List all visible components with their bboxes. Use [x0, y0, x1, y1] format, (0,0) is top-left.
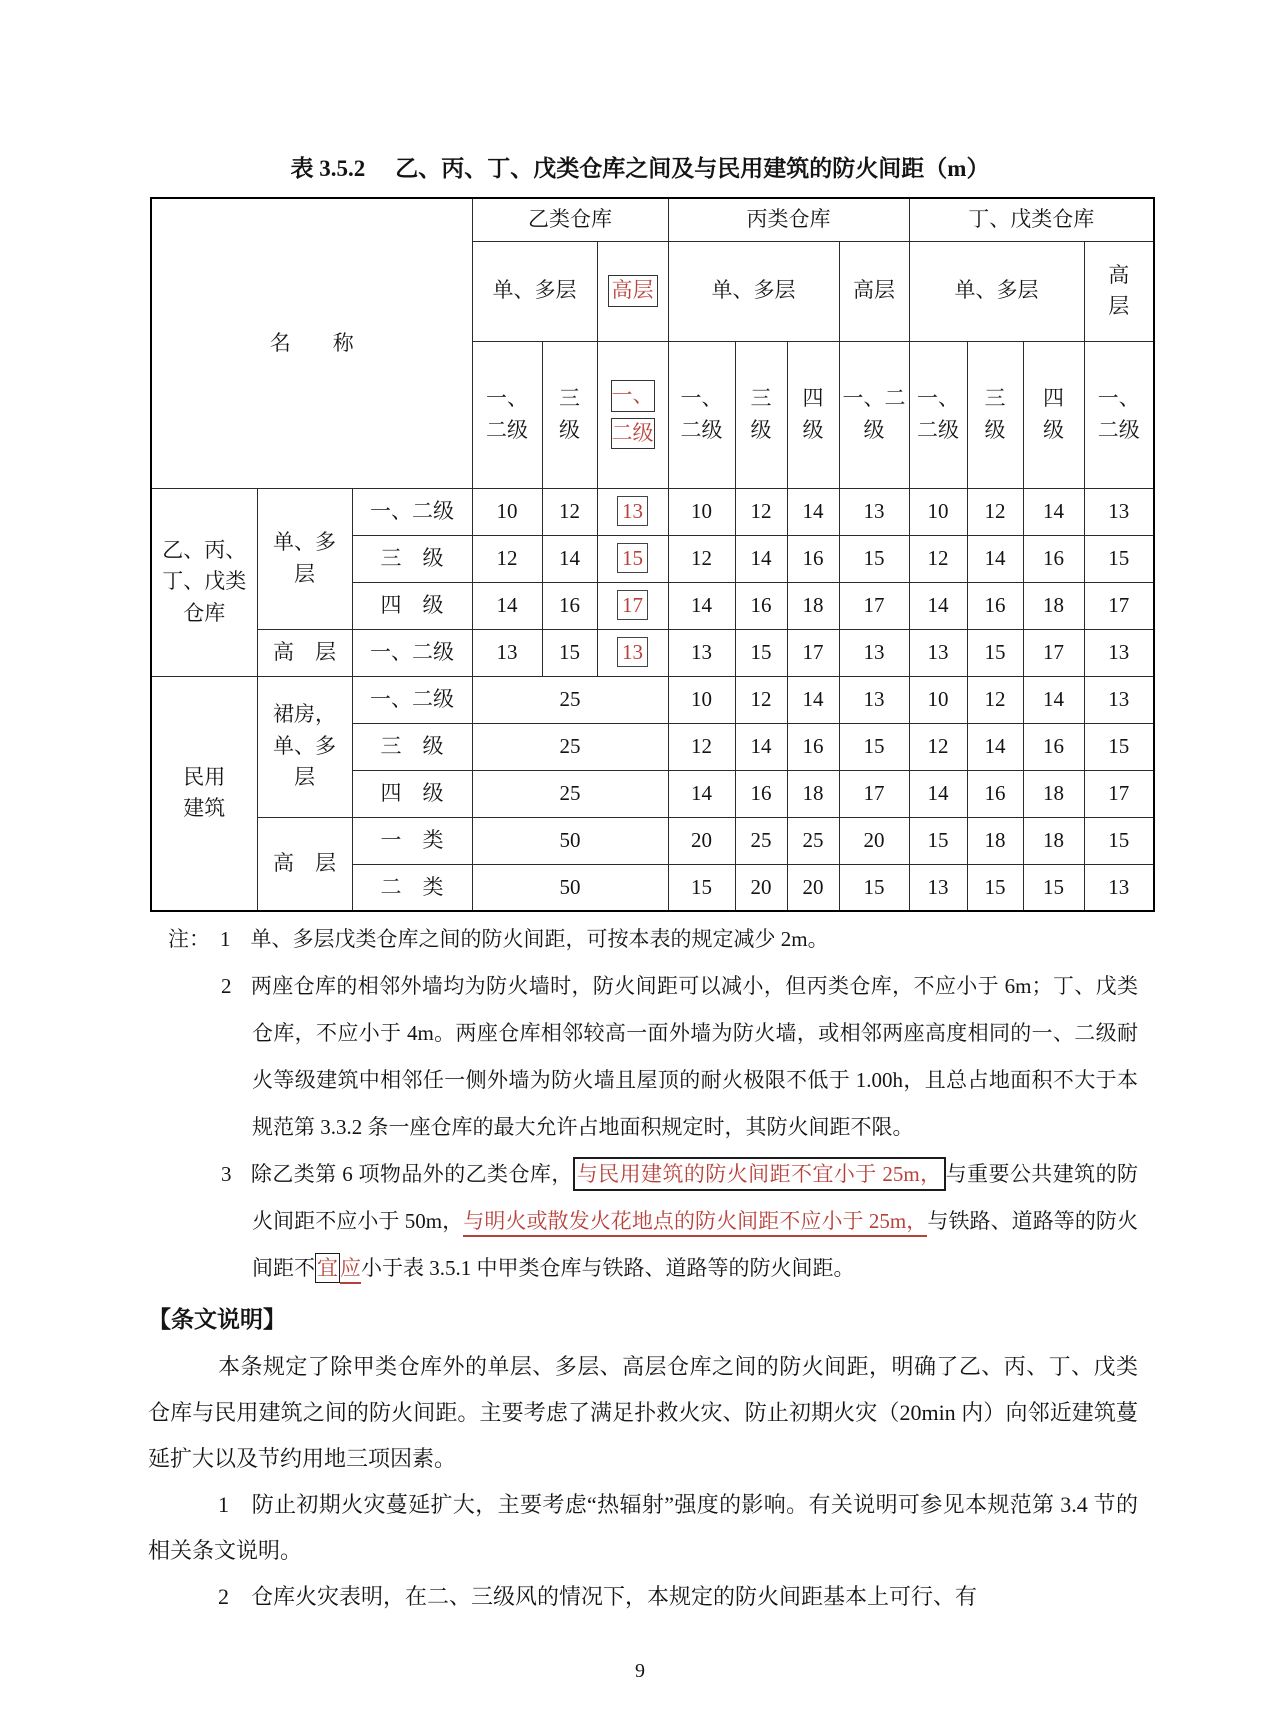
- distance-cell: 16: [967, 582, 1023, 629]
- row-sub-cell: 高 层: [257, 817, 352, 911]
- distance-cell: 15: [839, 864, 909, 911]
- row-class-cell: 二 类: [352, 864, 472, 911]
- distance-cell: 15: [668, 864, 735, 911]
- notes-label: 注：: [168, 927, 210, 951]
- distance-cell: 12: [909, 535, 967, 582]
- distance-cell: 13: [1084, 864, 1154, 911]
- revision-boxed-value: 15: [617, 543, 648, 573]
- header-level: [597, 341, 668, 488]
- distance-cell: 14: [787, 676, 839, 723]
- distance-cell: 10: [668, 676, 735, 723]
- revision-underlined-text: 与明火或散发火花地点的防火间距不应小于 25m，: [463, 1209, 927, 1237]
- note-2: [148, 963, 1138, 1151]
- commentary-paragraph: 2 仓库火灾表明，在二、三级风的情况下，本规定的防火间距基本上可行、有: [218, 1584, 978, 1609]
- distance-cell: 14: [472, 582, 542, 629]
- header-group-yi: 乙类仓库: [472, 198, 668, 241]
- note-text: 单、多层戊类仓库之间的防火间距，可按本表的规定减少 2m。: [250, 927, 829, 951]
- row-class-cell: 一 类: [352, 817, 472, 864]
- header-level: 一、二级: [1084, 341, 1154, 488]
- distance-cell: 16: [787, 535, 839, 582]
- distance-cell: 14: [967, 535, 1023, 582]
- distance-cell: 13: [909, 629, 967, 676]
- distance-cell: 17: [839, 582, 909, 629]
- distance-cell: 20: [787, 864, 839, 911]
- header-sub-bing-danduo: 单、多层: [668, 241, 839, 341]
- distance-cell: 17: [1084, 582, 1154, 629]
- commentary-paragraph: 本条规定了除甲类仓库外的单层、多层、高层仓库之间的防火间距，明确了乙、丙、丁、戊类仓库与民用建筑之间的防火间距。主要考虑了满足扑救火灾、防止初期火灾（20min 内）向邻近建筑蔓延扩大以及节约用地三项因素。: [148, 1354, 1138, 1471]
- note-number: 2: [221, 974, 232, 998]
- note-text: 与重要公共建筑的防火间距不应小于 50m，: [252, 1162, 1139, 1233]
- commentary-heading: 【条文说明】: [148, 1307, 286, 1332]
- distance-cell: 17: [839, 770, 909, 817]
- note-text: 与铁路、道路等的防火间距不: [252, 1209, 1138, 1280]
- row-sub-cell: 高 层: [257, 629, 352, 676]
- distance-cell: 15: [1084, 723, 1154, 770]
- header-sub-dingwu-danduo: 单、多层: [909, 241, 1084, 341]
- distance-cell: 16: [735, 770, 787, 817]
- distance-cell: 12: [472, 535, 542, 582]
- distance-cell: [597, 535, 668, 582]
- distance-cell: 14: [1023, 488, 1084, 535]
- distance-cell: 16: [542, 582, 597, 629]
- row-group-cell: 民用建筑: [151, 676, 257, 911]
- header-sub-bing-gaoceng: 高层: [839, 241, 909, 341]
- note-number: 1: [220, 927, 231, 951]
- distance-cell: 12: [967, 676, 1023, 723]
- header-level: 三 级: [542, 341, 597, 488]
- row-group-cell: 乙、丙、丁、戊类仓库: [151, 488, 257, 676]
- distance-cell: 13: [668, 629, 735, 676]
- header-group-dingwu: 丁、戊类仓库: [909, 198, 1154, 241]
- header-level: 一、二级: [668, 341, 735, 488]
- distance-cell: 13: [909, 864, 967, 911]
- distance-cell: 13: [1084, 676, 1154, 723]
- distance-cell: 12: [967, 488, 1023, 535]
- header-group-bing: 丙类仓库: [668, 198, 909, 241]
- note-1: [148, 916, 1138, 963]
- header-level: 一、二级: [472, 341, 542, 488]
- distance-cell: 13: [839, 488, 909, 535]
- revision-boxed-text: 高层: [608, 275, 658, 306]
- distance-cell: 14: [668, 582, 735, 629]
- header-level: 三 级: [967, 341, 1023, 488]
- distance-cell: 15: [967, 864, 1023, 911]
- distance-cell: 13: [1084, 488, 1154, 535]
- distance-cell: 20: [839, 817, 909, 864]
- distance-cell: 20: [668, 817, 735, 864]
- header-level: 四 级: [1023, 341, 1084, 488]
- distance-cell: 17: [1023, 629, 1084, 676]
- distance-cell: 12: [668, 535, 735, 582]
- distance-cell: 10: [472, 488, 542, 535]
- distance-cell: 13: [839, 676, 909, 723]
- note-text: 两座仓库的相邻外墙均为防火墙时，防火间距可以减小，但丙类仓库，不应小于 6m；丁、戊类仓库，不应小于 4m。两座仓库相邻较高一面外墙为防火墙，或相邻两座高度相同的一、二级耐火等级建筑中相邻任一侧外墙为防火墙且屋顶的耐火极限不低于 1.00h，且总占地面积不大于本规范第 3.3.2 条一座仓库的最大允许占地面积规定时，其防火间距不限。: [250, 974, 1138, 1139]
- merged-distance-cell: 25: [472, 676, 668, 723]
- distance-cell: 15: [1023, 864, 1084, 911]
- header-sub-yi-danduo: 单、多层: [472, 241, 597, 341]
- distance-cell: 16: [1023, 723, 1084, 770]
- merged-distance-cell: 50: [472, 817, 668, 864]
- table-notes: [148, 916, 1138, 1292]
- revision-boxed-value: 13: [617, 637, 648, 667]
- distance-cell: 14: [967, 723, 1023, 770]
- revision-boxed-value: 13: [617, 496, 648, 526]
- distance-cell: 14: [735, 535, 787, 582]
- revision-boxed-text: 宜: [315, 1253, 340, 1283]
- distance-cell: 10: [909, 488, 967, 535]
- distance-cell: 14: [787, 488, 839, 535]
- distance-cell: 25: [787, 817, 839, 864]
- distance-cell: 15: [839, 535, 909, 582]
- table-caption: [0, 150, 1280, 183]
- header-level: 四 级: [787, 341, 839, 488]
- note-text: 小于表 3.5.1 中甲类仓库与铁路、道路等的防火间距。: [361, 1256, 855, 1280]
- row-class-cell: 三 级: [352, 723, 472, 770]
- distance-cell: 17: [787, 629, 839, 676]
- revision-boxed-text: 二级: [611, 418, 655, 449]
- row-sub-cell: 单、多层: [257, 488, 352, 629]
- distance-cell: 20: [735, 864, 787, 911]
- distance-cell: 12: [735, 488, 787, 535]
- distance-cell: 13: [1084, 629, 1154, 676]
- distance-cell: 15: [1084, 817, 1154, 864]
- distance-cell: 15: [735, 629, 787, 676]
- distance-cell: 14: [909, 770, 967, 817]
- fire-separation-table: [150, 197, 1155, 912]
- table-caption-title: 乙、丙、丁、戊类仓库之间及与民用建筑的防火间距（m）: [395, 156, 990, 181]
- distance-cell: 15: [1084, 535, 1154, 582]
- row-class-cell: 一、二级: [352, 629, 472, 676]
- revision-boxed-text: 与民用建筑的防火间距不宜小于 25m，: [573, 1157, 946, 1191]
- merged-distance-cell: 25: [472, 723, 668, 770]
- distance-cell: 12: [542, 488, 597, 535]
- row-sub-cell: 裙房，单、多层: [257, 676, 352, 817]
- header-sub-yi-gaoceng: [597, 241, 668, 341]
- distance-cell: [597, 629, 668, 676]
- distance-cell: 15: [839, 723, 909, 770]
- row-class-cell: 四 级: [352, 770, 472, 817]
- distance-cell: 17: [1084, 770, 1154, 817]
- distance-cell: 14: [1023, 676, 1084, 723]
- note-text: 除乙类第 6 项物品外的乙类仓库，: [250, 1162, 573, 1186]
- distance-cell: 18: [787, 770, 839, 817]
- distance-cell: 10: [668, 488, 735, 535]
- merged-distance-cell: 50: [472, 864, 668, 911]
- distance-cell: 13: [839, 629, 909, 676]
- distance-cell: 14: [735, 723, 787, 770]
- note-3: [148, 1151, 1138, 1292]
- page-number: 9: [635, 1660, 645, 1682]
- distance-cell: 16: [1023, 535, 1084, 582]
- header-sub-dingwu-gaoceng: 高层: [1084, 241, 1154, 341]
- distance-cell: 14: [542, 535, 597, 582]
- distance-cell: [597, 488, 668, 535]
- distance-cell: 25: [735, 817, 787, 864]
- distance-cell: 12: [735, 676, 787, 723]
- distance-cell: 18: [967, 817, 1023, 864]
- header-level: 三 级: [735, 341, 787, 488]
- table-caption-label: 表 3.5.2: [290, 156, 366, 181]
- commentary-paragraph: 1 防止初期火灾蔓延扩大，主要考虑“热辐射”强度的影响。有关说明可参见本规范第 3.4 节的相关条文说明。: [148, 1492, 1138, 1563]
- distance-cell: 12: [909, 723, 967, 770]
- distance-cell: 14: [909, 582, 967, 629]
- distance-cell: 18: [1023, 582, 1084, 629]
- revision-boxed-text: 一、: [611, 380, 655, 411]
- revision-boxed-value: 17: [617, 590, 648, 620]
- header-name: 名 称: [151, 198, 472, 488]
- header-level: 一、二级: [909, 341, 967, 488]
- distance-cell: [597, 582, 668, 629]
- row-class-cell: 一、二级: [352, 488, 472, 535]
- note-number: 3: [221, 1162, 232, 1186]
- distance-cell: 15: [909, 817, 967, 864]
- distance-cell: 16: [967, 770, 1023, 817]
- row-class-cell: 四 级: [352, 582, 472, 629]
- revision-underlined-text: 应: [340, 1256, 361, 1284]
- header-level: 一、二级: [839, 341, 909, 488]
- distance-cell: 16: [735, 582, 787, 629]
- distance-cell: 14: [668, 770, 735, 817]
- row-class-cell: 一、二级: [352, 676, 472, 723]
- row-class-cell: 三 级: [352, 535, 472, 582]
- distance-cell: 15: [967, 629, 1023, 676]
- merged-distance-cell: 25: [472, 770, 668, 817]
- distance-cell: 18: [787, 582, 839, 629]
- distance-cell: 18: [1023, 770, 1084, 817]
- commentary-section: [148, 1296, 1138, 1620]
- distance-cell: 15: [542, 629, 597, 676]
- distance-cell: 18: [1023, 817, 1084, 864]
- distance-cell: 12: [668, 723, 735, 770]
- distance-cell: 13: [472, 629, 542, 676]
- distance-cell: 16: [787, 723, 839, 770]
- distance-cell: 10: [909, 676, 967, 723]
